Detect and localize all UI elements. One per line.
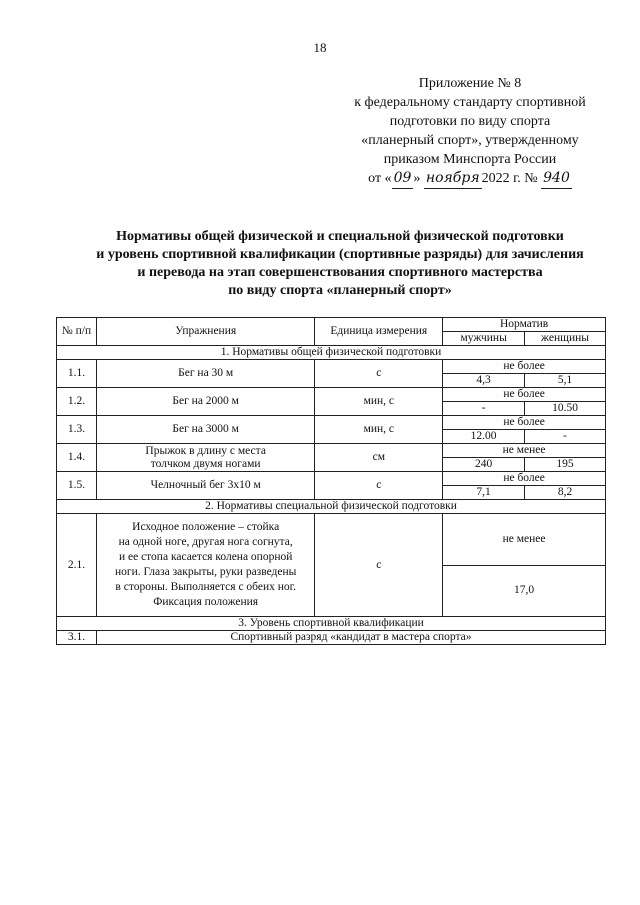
exercise-line: Фиксация положения (153, 596, 259, 608)
section-row (57, 346, 606, 360)
row-exercise: Бег на 2000 м (96, 388, 314, 416)
row-exercise: Бег на 3000 м (96, 416, 314, 444)
row-num: 3.1. (57, 631, 97, 645)
row-num: 1.2. (57, 388, 97, 416)
exercise-line: и ее стопа касается колена опорной (118, 551, 293, 563)
order-year: 2022 г. № (481, 171, 538, 186)
row-condition: не более (443, 360, 606, 374)
title-line: Нормативы общей физической и специальной физической подготовки (116, 229, 564, 244)
exercise-line: ноги. Глаза закрыты, руки разведены (114, 566, 297, 578)
header-norm: Норматив (443, 318, 606, 332)
appendix-line: к федеральному стандарту спортивной (354, 95, 586, 110)
header-exercise: Упражнения (96, 318, 314, 346)
exercise-line: на одной ноге, другая нога согнута, (118, 536, 293, 548)
exercise-line: Прыжок в длину с места (145, 444, 266, 457)
row-exercise (96, 444, 314, 472)
order-line (330, 169, 610, 189)
table-row (57, 514, 606, 566)
row-unit: с (315, 514, 443, 617)
title-line: по виду спорта «планерный спорт» (228, 283, 452, 298)
row-exercise: Челночный бег 3х10 м (96, 472, 314, 500)
row-unit: с (315, 360, 443, 388)
row-condition: не более (443, 416, 606, 430)
document-title (40, 228, 640, 300)
row-num: 2.1. (57, 514, 97, 617)
header-women: женщины (525, 332, 606, 346)
header-unit: Единица измерения (315, 318, 443, 346)
appendix-line: «планерный спорт», утвержденному (361, 133, 579, 148)
row-condition: не более (443, 388, 606, 402)
section-row (57, 617, 606, 631)
value-men: 240 (443, 458, 525, 472)
appendix-line: Приложение № 8 (418, 76, 522, 91)
header-row (57, 318, 606, 332)
order-number: 940 (541, 169, 572, 189)
norms-table (56, 317, 606, 645)
appendix-line: подготовки по виду спорта (389, 114, 551, 129)
table-row (57, 388, 606, 402)
value-women: 195 (525, 458, 606, 472)
value-women: 8,2 (525, 486, 606, 500)
title-line: и перевода на этап совершенствования спортивного мастерства (137, 265, 543, 280)
row-unit: мин, с (315, 416, 443, 444)
table-row (57, 472, 606, 486)
exercise-line: Исходное положение – стойка (132, 521, 280, 533)
table-row (57, 631, 606, 645)
order-prefix: от « (368, 171, 392, 186)
value-men: 12.00 (443, 430, 525, 444)
header-num: № п/п (57, 318, 97, 346)
row-condition: не менее (443, 514, 606, 566)
row-num: 1.3. (57, 416, 97, 444)
appendix-line: приказом Минспорта России (383, 152, 557, 167)
row-unit: с (315, 472, 443, 500)
page-number: 18 (313, 40, 327, 55)
table-row (57, 416, 606, 430)
value-women: - (525, 430, 606, 444)
section-title: 3. Уровень спортивной квалификации (57, 617, 606, 631)
section-row (57, 500, 606, 514)
value-women: 10.50 (525, 402, 606, 416)
exercise-line: толчком двумя ногами (150, 457, 261, 470)
row-num: 1.5. (57, 472, 97, 500)
value-men: 4,3 (443, 374, 525, 388)
table-row (57, 360, 606, 374)
row-exercise: Бег на 30 м (96, 360, 314, 388)
row-unit: мин, с (315, 388, 443, 416)
table-row (57, 444, 606, 458)
value-women: 5,1 (525, 374, 606, 388)
order-day: 09 (392, 169, 414, 189)
section-title: 1. Нормативы общей физической подготовки (57, 346, 606, 360)
header-men: мужчины (443, 332, 525, 346)
exercise-line: в стороны. Выполняется с обеих ног. (115, 581, 296, 593)
row-num: 1.1. (57, 360, 97, 388)
title-line: и уровень спортивной квалификации (спортивные разряды) для зачисления (96, 247, 584, 262)
row-condition: не менее (443, 444, 606, 458)
order-month: ноября (424, 169, 482, 189)
order-mid: » (413, 171, 421, 186)
value-men: 7,1 (443, 486, 525, 500)
section-title: 2. Нормативы специальной физической подготовки (57, 500, 606, 514)
row-unit: см (315, 444, 443, 472)
value-both: 17,0 (443, 565, 606, 617)
row-text: Спортивный разряд «кандидат в мастера спорта» (96, 631, 605, 645)
row-condition: не более (443, 472, 606, 486)
value-men: - (443, 402, 525, 416)
appendix-block (330, 74, 610, 189)
row-num: 1.4. (57, 444, 97, 472)
row-exercise (96, 514, 314, 617)
